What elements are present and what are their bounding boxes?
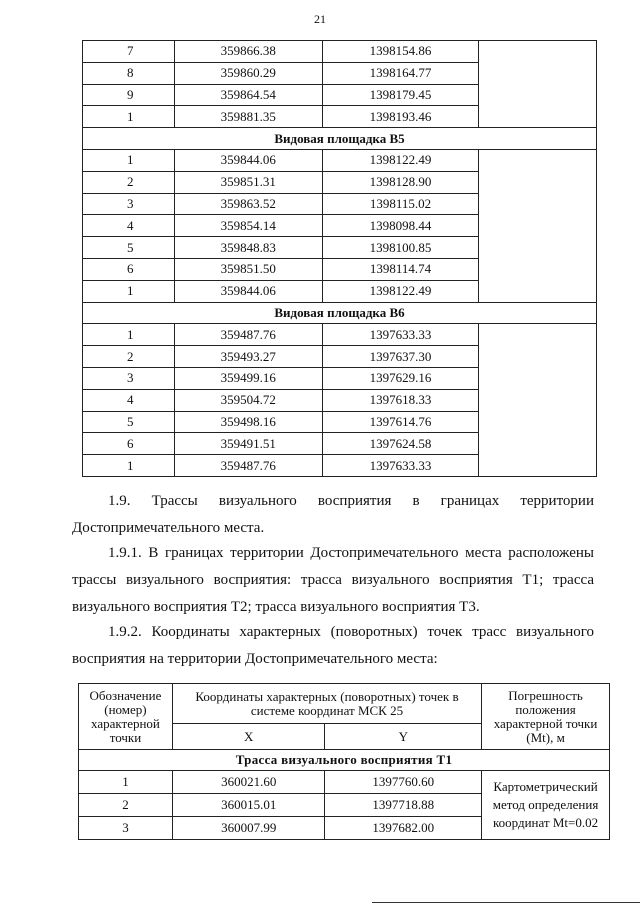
coord-y: 1398115.02 <box>322 193 479 215</box>
coord-y: 1398179.45 <box>322 84 479 106</box>
coord-x: 359491.51 <box>174 433 322 455</box>
point-number: 2 <box>79 794 173 817</box>
accuracy-method: Картометрический метод определения координат Mt=0.02 <box>482 771 610 840</box>
header-coordinates: Координаты характерных (поворотных) точек в системе координат МСК 25 <box>172 684 481 724</box>
coord-y: 1397633.33 <box>322 455 479 477</box>
point-number: 2 <box>83 346 175 368</box>
coord-y: 1398193.46 <box>322 106 479 128</box>
coord-x: 359848.83 <box>174 237 322 259</box>
coord-x: 359487.76 <box>174 324 322 346</box>
coord-x: 359863.52 <box>174 193 322 215</box>
coord-y: 1397718.88 <box>325 794 482 817</box>
point-number: 1 <box>83 280 175 302</box>
coord-y: 1398154.86 <box>322 41 479 63</box>
bottom-divider <box>372 902 640 903</box>
point-number: 4 <box>83 215 175 237</box>
point-number: 4 <box>83 389 175 411</box>
coord-y: 1397637.30 <box>322 346 479 368</box>
header-y: Y <box>325 724 482 750</box>
section-title-b6: Видовая площадка В6 <box>83 302 597 324</box>
coord-x: 360021.60 <box>172 771 325 794</box>
header-point-number: Обозначение (номер) характерной точки <box>79 684 173 750</box>
coord-x: 359498.16 <box>174 411 322 433</box>
coord-x: 359504.72 <box>174 389 322 411</box>
coord-y: 1398164.77 <box>322 62 479 84</box>
coord-x: 359487.76 <box>174 455 322 477</box>
coord-x: 359860.29 <box>174 62 322 84</box>
point-number: 1 <box>83 455 175 477</box>
point-number: 3 <box>79 817 173 840</box>
accuracy-cell <box>479 324 597 477</box>
coord-x: 359844.06 <box>174 280 322 302</box>
section-title-t1: Трасса визуального восприятия Т1 <box>79 750 610 771</box>
coord-x: 359864.54 <box>174 84 322 106</box>
paragraph-1-9-1: 1.9.1. В границах территории Достопримечательного места расположены трассы визуального восприятия: трасса визуального восприятия Т1; трасса визуального восприятия Т2; трасса визуального восприятия Т3. <box>72 545 594 615</box>
coord-y: 1397618.33 <box>322 389 479 411</box>
coord-y: 1398100.85 <box>322 237 479 259</box>
coord-y: 1398122.49 <box>322 149 479 171</box>
point-number: 6 <box>83 433 175 455</box>
table-row <box>79 771 610 794</box>
coord-y: 1397614.76 <box>322 411 479 433</box>
accuracy-cell <box>479 41 597 128</box>
section-row <box>79 750 610 771</box>
coordinates-table-trails <box>78 683 610 840</box>
coord-x: 359851.50 <box>174 258 322 280</box>
section-title-b5: Видовая площадка В5 <box>83 128 597 150</box>
point-number: 5 <box>83 411 175 433</box>
coord-y: 1398114.74 <box>322 258 479 280</box>
point-number: 7 <box>83 41 175 63</box>
point-number: 2 <box>83 171 175 193</box>
paragraph-1-9-2: 1.9.2. Координаты характерных (поворотных) точек трасс визуального восприятия на территории Достопримечательного места: <box>72 624 594 667</box>
coord-x: 360015.01 <box>172 794 325 817</box>
coord-x: 359851.31 <box>174 171 322 193</box>
point-number: 1 <box>83 106 175 128</box>
point-number: 9 <box>83 84 175 106</box>
point-number: 1 <box>79 771 173 794</box>
point-number: 1 <box>83 324 175 346</box>
section-row <box>83 302 597 324</box>
point-number: 8 <box>83 62 175 84</box>
point-number: 3 <box>83 367 175 389</box>
paragraph-1-9: 1.9. Трассы визуального восприятия в границах территории Достопримечательного места. <box>72 493 594 536</box>
coord-y: 1397760.60 <box>325 771 482 794</box>
coord-x: 359493.27 <box>174 346 322 368</box>
coord-y: 1397682.00 <box>325 817 482 840</box>
table-row <box>83 41 597 63</box>
coord-y: 1398098.44 <box>322 215 479 237</box>
point-number: 5 <box>83 237 175 259</box>
page-number: 21 <box>314 12 326 26</box>
coord-x: 359854.14 <box>174 215 322 237</box>
coord-x: 359881.35 <box>174 106 322 128</box>
coord-x: 360007.99 <box>172 817 325 840</box>
coord-y: 1397633.33 <box>322 324 479 346</box>
header-row <box>79 684 610 724</box>
coord-x: 359844.06 <box>174 149 322 171</box>
point-number: 3 <box>83 193 175 215</box>
table-row <box>83 324 597 346</box>
coord-x: 359499.16 <box>174 367 322 389</box>
table-row <box>83 149 597 171</box>
accuracy-cell <box>479 149 597 302</box>
coord-y: 1398128.90 <box>322 171 479 193</box>
section-row <box>83 128 597 150</box>
coord-y: 1397624.58 <box>322 433 479 455</box>
coord-y: 1398122.49 <box>322 280 479 302</box>
point-number: 6 <box>83 258 175 280</box>
header-accuracy: Погрешность положения характерной точки (Mt), м <box>482 684 610 750</box>
header-x: X <box>172 724 325 750</box>
coord-x: 359866.38 <box>174 41 322 63</box>
coord-y: 1397629.16 <box>322 367 479 389</box>
coordinates-table-viewpoints <box>82 40 597 477</box>
point-number: 1 <box>83 149 175 171</box>
